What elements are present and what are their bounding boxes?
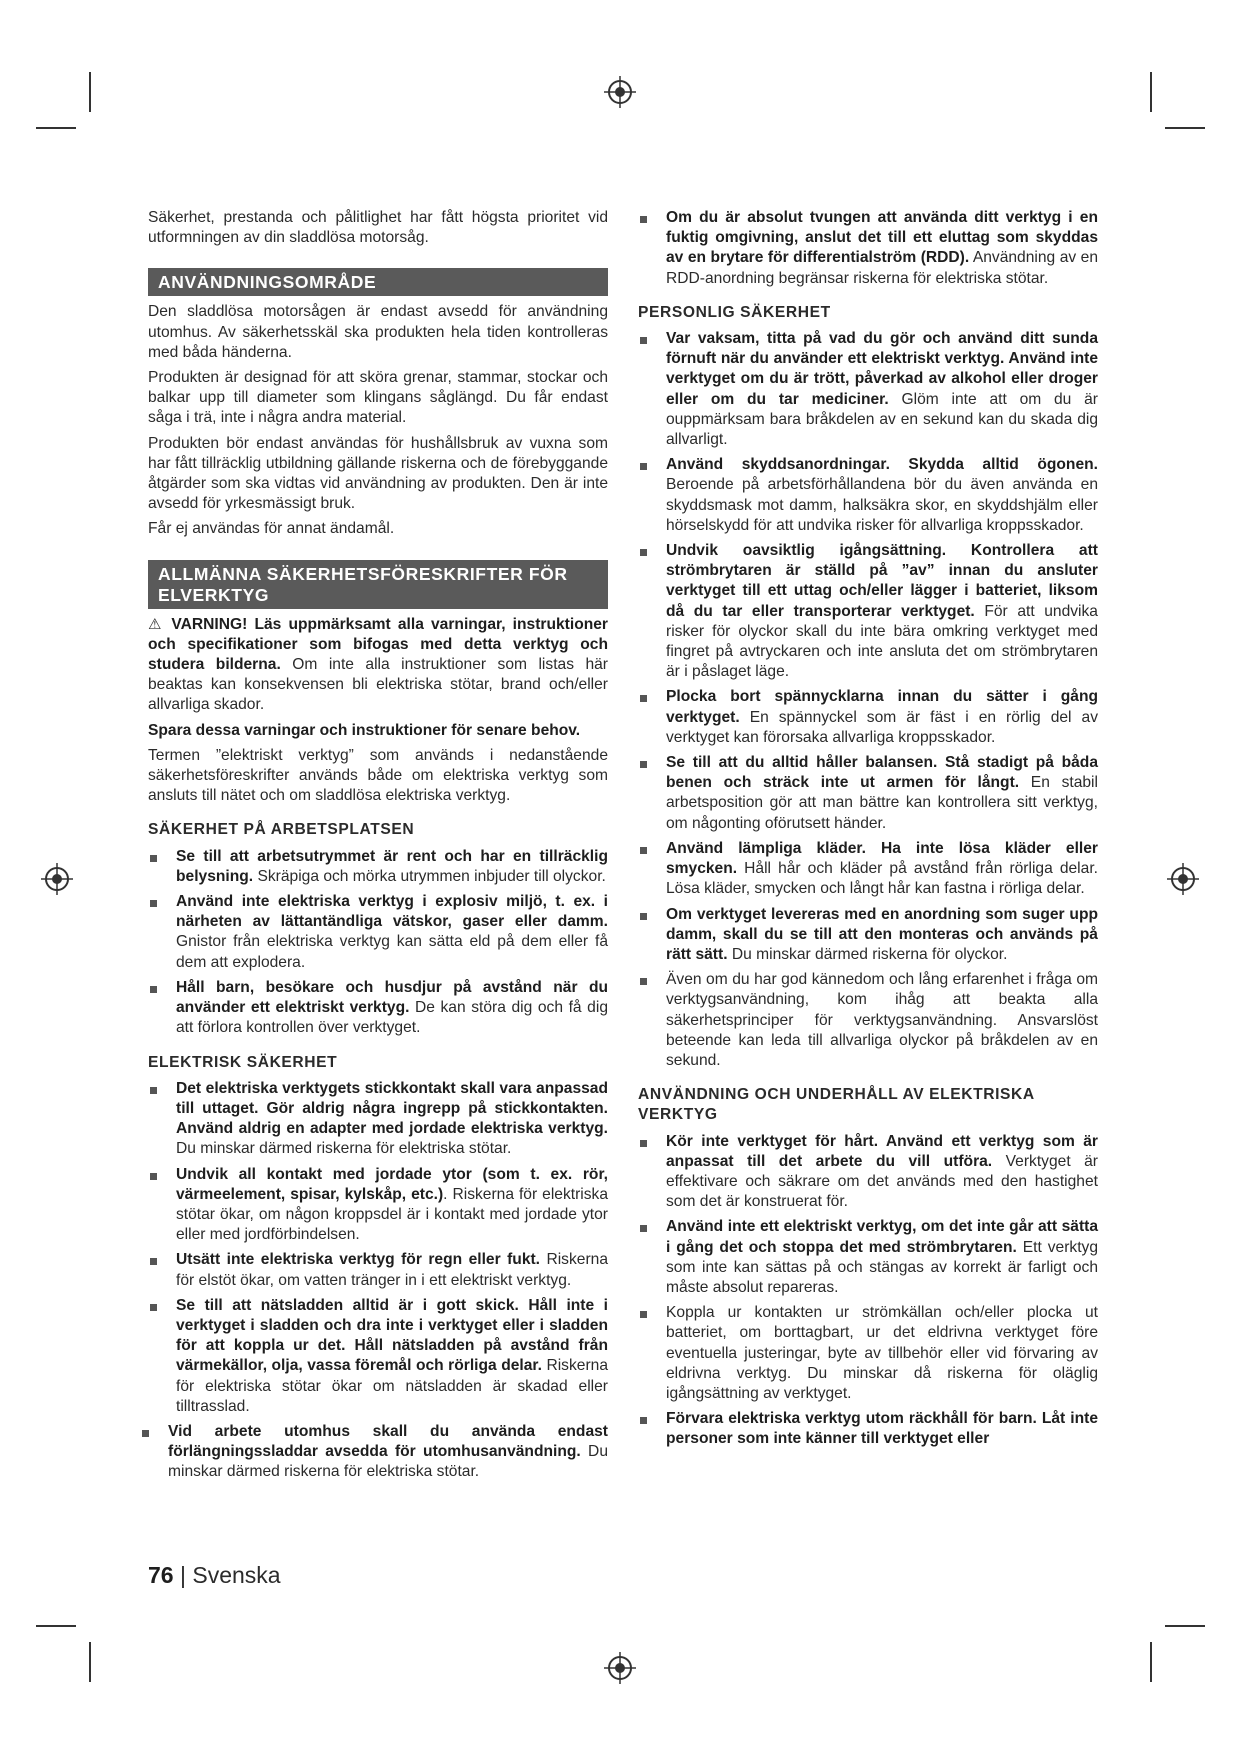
usage-paragraph: Får ej användas för annat ändamål. [148, 520, 395, 538]
crop-mark [1165, 127, 1205, 129]
page-footer [148, 1562, 281, 1589]
save-instructions: Spara dessa varningar och instruktioner för senare behov. [148, 721, 581, 739]
registration-mark-icon [603, 1651, 637, 1685]
list-item: Håll barn, besökare och husdjur på avstånd när du använder ett elektriskt verktyg. De kan störa dig och få dig att förlora kontrollen över verktyget. [148, 978, 608, 1039]
footer-language: Svenska [192, 1562, 281, 1588]
list-item: Förvara elektriska verktyg utom räckhåll för barn. Låt inte personer som inte känner till verktyget eller [638, 1409, 1098, 1449]
workplace-list [148, 847, 608, 1039]
subheading-electrical: ELEKTRISK SÄKERHET [148, 1053, 338, 1071]
intro-paragraph: Säkerhet, prestanda och pålitlighet har fått högsta prioritet vid utformningen av din sladdlösa motorsåg. [148, 209, 608, 247]
subheading-personal: PERSONLIG SÄKERHET [638, 303, 831, 321]
registration-mark-icon [603, 75, 637, 109]
electrical-extra-list [140, 1422, 608, 1483]
crop-mark [36, 127, 76, 129]
list-item: Plocka bort spännycklarna innan du sätter i gång verktyget. En spännyckel som är fäst i en rörlig del av verktyget kan förorsaka allvarliga kroppsskador. [638, 687, 1098, 748]
subheading-maintenance: ANVÄNDNING OCH UNDERHÅLL AV ELEKTRISKA VERKTYG [638, 1086, 1035, 1124]
electrical-list [148, 1079, 608, 1417]
section-banner-general-safety: ALLMÄNNA SÄKERHETSFÖRESKRIFTER FÖR ELVERKTYG [148, 560, 608, 609]
usage-paragraph: Produkten bör endast användas för hushållsbruk av vuxna som har fått tillräcklig utbildning gällande riskerna och de förebyggande åtgärder som ska vidtas vid användning av produkten. Den är inte avsedd för yrkesmässigt bruk. [148, 434, 608, 513]
subheading-workplace: SÄKERHET PÅ ARBETSPLATSEN [148, 821, 415, 839]
term-paragraph: Termen ”elektriskt verktyg” som används i nedanstående säkerhetsföreskrifter används både om elektriska verktyg som ansluts till nätet och om sladdlösa elektriska verktyg. [148, 746, 608, 805]
personal-list [638, 329, 1098, 1071]
usage-paragraph: Produkten är designad för att sköra grenar, stammar, stockar och balkar upp till diameter som klingans såglängd. Du får endast såga i trä, inte i några andra material. [148, 369, 608, 427]
list-item: Utsätt inte elektriska verktyg för regn eller fukt. Riskerna för elstöt ökar, om vatten tränger in i ett elektriskt verktyg. [148, 1250, 608, 1290]
crop-mark [1165, 1625, 1205, 1627]
crop-mark [1150, 72, 1152, 112]
list-item: Kör inte verktyget för hårt. Använd ett verktyg som är anpassat till det arbete du vill utföra. Verktyget är effektivare och säkrare om det används med den hastighet som det är konstruerat för. [638, 1132, 1098, 1213]
list-item: Vid arbete utomhus skall du använda endast förlängningssladdar avsedda för utomhusanvändning. Du minskar därmed riskerna för elektriska stötar. [140, 1422, 608, 1483]
section-banner-usage: ANVÄNDNINGSOMRÅDE [148, 268, 608, 296]
rdd-list [638, 208, 1098, 289]
list-item: Undvik oavsiktlig igångsättning. Kontrollera att strömbrytaren är ställd på ”av” innan du ansluter verktyget till ett uttag och/eller lägger i batteriet, liksom då du tar eller transporterar verktyget. För att undvika risker för olyckor skall du inte bära omkring verktyget med fingret på avtryckaren och inte ansluta det om strömbrytaren är i påslaget läge. [638, 541, 1098, 682]
list-item: Använd skyddsanordningar. Skydda alltid ögonen. Beroende på arbetsförhållandena bör du även använda en skyddsmask mot damm, halksäkra skor, en skyddshjälm eller hörselskydd för att undvika risker för allvarliga kroppsskador. [638, 455, 1098, 536]
registration-mark-icon [40, 862, 74, 896]
footer-separator: | [173, 1562, 193, 1588]
list-item: Var vaksam, titta på vad du gör och använd ditt sunda förnuft när du använder ett elektriskt verktyg. Använd inte verktyget om du är trött, påverkad av alkohol eller droger eller om du tar mediciner. Glöm inte att om du är ouppmärksam bara bråkdelen av en sekund kan du skada dig allvarligt. [638, 329, 1098, 450]
left-column [148, 208, 608, 1488]
page-number: 76 [148, 1562, 174, 1588]
list-item: Se till att nätsladden alltid är i gott skick. Håll inte i verktyget i sladden och dra inte i verktyget eller i sladden för att koppla ur det. Håll nätsladden på avstånd från värmekällor, olja, vassa föremål och rörliga delar. Riskerna för elektriska stötar ökar om nätsladden är skadad eller tilltrasslad. [148, 1296, 608, 1417]
list-item: Undvik all kontakt med jordade ytor (som t. ex. rör, värmeelement, spisar, kylskåp, etc.). Riskerna för elektriska stötar ökar, om någon kroppsdel är i kontakt med jordade ytor eller med jordförbindelsen. [148, 1165, 608, 1246]
list-item: Använd lämpliga kläder. Ha inte lösa kläder eller smycken. Håll hår och kläder på avstånd från rörliga delar. Lösa kläder, smycken och långt hår kan fastna i rörliga delar. [638, 839, 1098, 900]
warning-paragraph [148, 615, 608, 716]
list-item: Om verktyget levereras med en anordning som suger upp damm, skall du se till att den monteras och används på rätt sätt. Du minskar därmed riskerna för olyckor. [638, 905, 1098, 966]
usage-paragraph: Den sladdlösa motorsågen är endast avsedd för användning utomhus. Av säkerhetsskäl ska produkten hela tiden kontrolleras med båda händerna. [148, 303, 608, 361]
list-item: Se till att arbetsutrymmet är rent och har en tillräcklig belysning. Skräpiga och mörka utrymmen inbjuder till olyckor. [148, 847, 608, 887]
maintenance-list [638, 1132, 1098, 1450]
crop-mark [1150, 1642, 1152, 1682]
list-item: Det elektriska verktygets stickkontakt skall vara anpassad till uttaget. Gör aldrig några ingrepp på stickkontakten. Använd aldrig en adapter med jordade elektriska verktyg. Du minskar därmed riskerna för elektriska stötar. [148, 1079, 608, 1160]
warning-triangle-icon: ⚠ [148, 615, 165, 633]
list-item: Använd inte ett elektriskt verktyg, om det inte går att sätta i gång det och stoppa det med strömbrytaren. Ett verktyg som inte kan sättas på och stängas av korrekt är farligt och måste absolut repareras. [638, 1217, 1098, 1298]
crop-mark [89, 72, 91, 112]
list-item: Om du är absolut tvungen att använda ditt verktyg i en fuktig omgivning, anslut det till ett eluttag som skyddas av en brytare för differentialström (RDD). Användning av en RDD-anordning begränsar riskerna för elektriska stötar. [638, 208, 1098, 289]
crop-mark [36, 1625, 76, 1627]
warning-text: Om inte alla instruktioner som listas här beaktas kan konsekvensen bli elektriska stötar, brand och/eller allvarliga skador. [148, 656, 608, 714]
warning-bold: VARNING! Läs uppmärksamt alla varningar, instruktioner och specifikationer som bifogas med detta verktyg och studera bilderna. [148, 615, 608, 674]
list-item: Se till att du alltid håller balansen. Stå stadigt på båda benen och sträck inte ut armen för långt. En stabil arbetsposition gör att man bättre kan kontrollera sitt verktyg, om någonting oförutsett händer. [638, 753, 1098, 834]
list-item: Använd inte elektriska verktyg i explosiv miljö, t. ex. i närheten av lättantändliga vätskor, gaser eller damm. Gnistor från elektriska verktyg kan sätta eld på dem eller få dem att explodera. [148, 892, 608, 973]
crop-mark [89, 1642, 91, 1682]
list-item: Även om du har god kännedom och lång erfarenhet i fråga om verktygsanvändning, kom ihåg att beakta alla säkerhetsprinciper för verktygsanvändning. Ansvarslöst beteende kan leda till allvarliga olyckor på bråkdelen av en sekund. [638, 970, 1098, 1071]
registration-mark-icon [1166, 862, 1200, 896]
list-item: Koppla ur kontakten ur strömkällan och/eller plocka ut batteriet, om borttagbart, ur det eldrivna verktyget före eventuella justeringar, byte av tillbehör eller vid förvaring av eldrivna verktyg. Du minskar då riskerna för oläglig igångsättning av verktyget. [638, 1303, 1098, 1404]
right-column [638, 208, 1098, 1455]
